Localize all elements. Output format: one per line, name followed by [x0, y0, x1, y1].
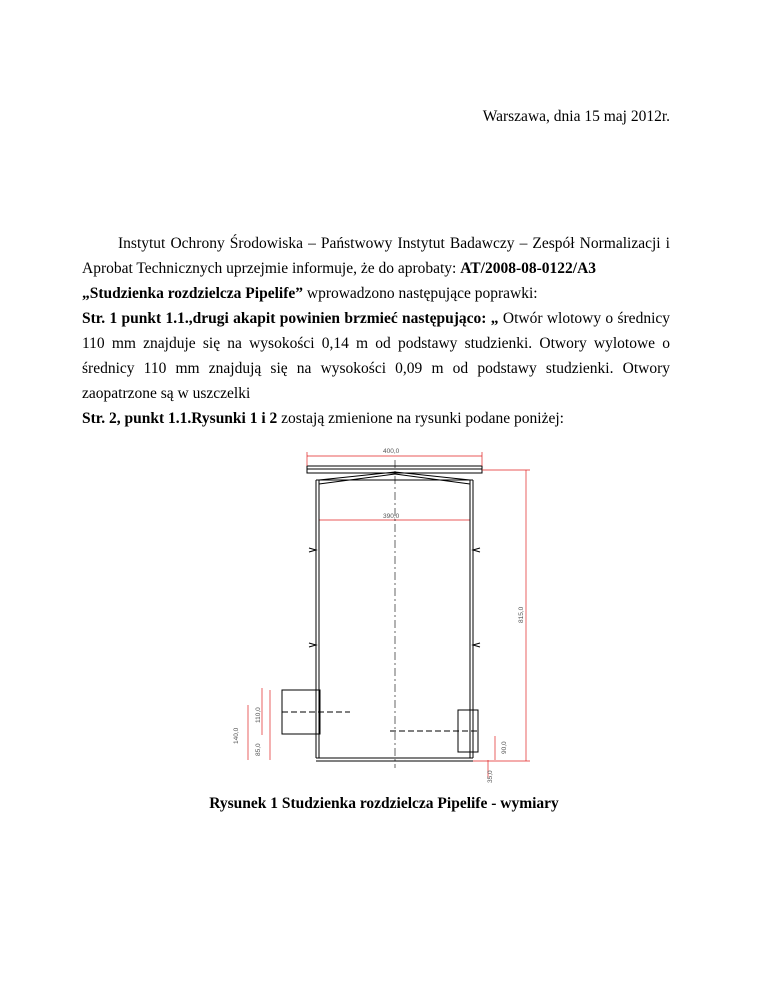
- intro-rest: wprowadzono następujące poprawki:: [303, 285, 538, 302]
- paragraph-intro: [82, 231, 670, 306]
- outlet-pipe: [390, 710, 478, 752]
- dim-top-width: 400,0: [383, 448, 400, 455]
- paragraph-correction-1: [82, 306, 670, 406]
- approval-code: AT/2008-08-0122/A3: [460, 260, 597, 277]
- dim-base-offset: 35,0: [487, 770, 494, 783]
- dimension-labels: [233, 448, 525, 783]
- correction-1-text: Otwór wlotowy o średnicy 110 mm znajduje się na wysokości 0,14 m od podstawy studzienki. Otwory wylotowe o średnicy 110 mm znajdują się na wysokości 0,09 m od podstawy studzienki. Otwory zaopatrzone są w uszczelki: [82, 310, 670, 402]
- approval-title: „Studzienka rozdzielcza Pipelife”: [82, 285, 303, 302]
- dim-outlet-height: 90,0: [501, 741, 508, 754]
- intro-text: Instytut Ochrony Środowiska – Państwowy Instytut Badawczy – Zespół Normalizacji i Aprobat Technicznych uprzejmie informuje, że do aprobaty:: [82, 235, 670, 277]
- dim-inlet-diameter: 110,0: [255, 707, 262, 723]
- dim-total-height: 815,0: [518, 606, 525, 623]
- dim-inlet-height: 140,0: [233, 727, 240, 744]
- dim-inner-width: 390,0: [383, 513, 400, 520]
- paragraph-correction-2: [82, 406, 670, 431]
- figure-caption: Rysunek 1 Studzienka rozdzielcza Pipelife - wymiary: [209, 795, 559, 812]
- date-line: Warszawa, dnia 15 maj 2012r.: [482, 108, 670, 125]
- dim-inlet-offset: 85,0: [255, 743, 262, 756]
- letter-body: [82, 231, 670, 431]
- correction-2-heading: Str. 2, punkt 1.1.Rysunki 1 i 2: [82, 410, 278, 427]
- correction-1-heading: Str. 1 punkt 1.1.,drugi akapit powinien brzmieć następująco: „: [82, 310, 499, 327]
- technical-drawing: [210, 438, 550, 786]
- correction-2-text: zostają zmienione na rysunki podane poniżej:: [277, 410, 564, 427]
